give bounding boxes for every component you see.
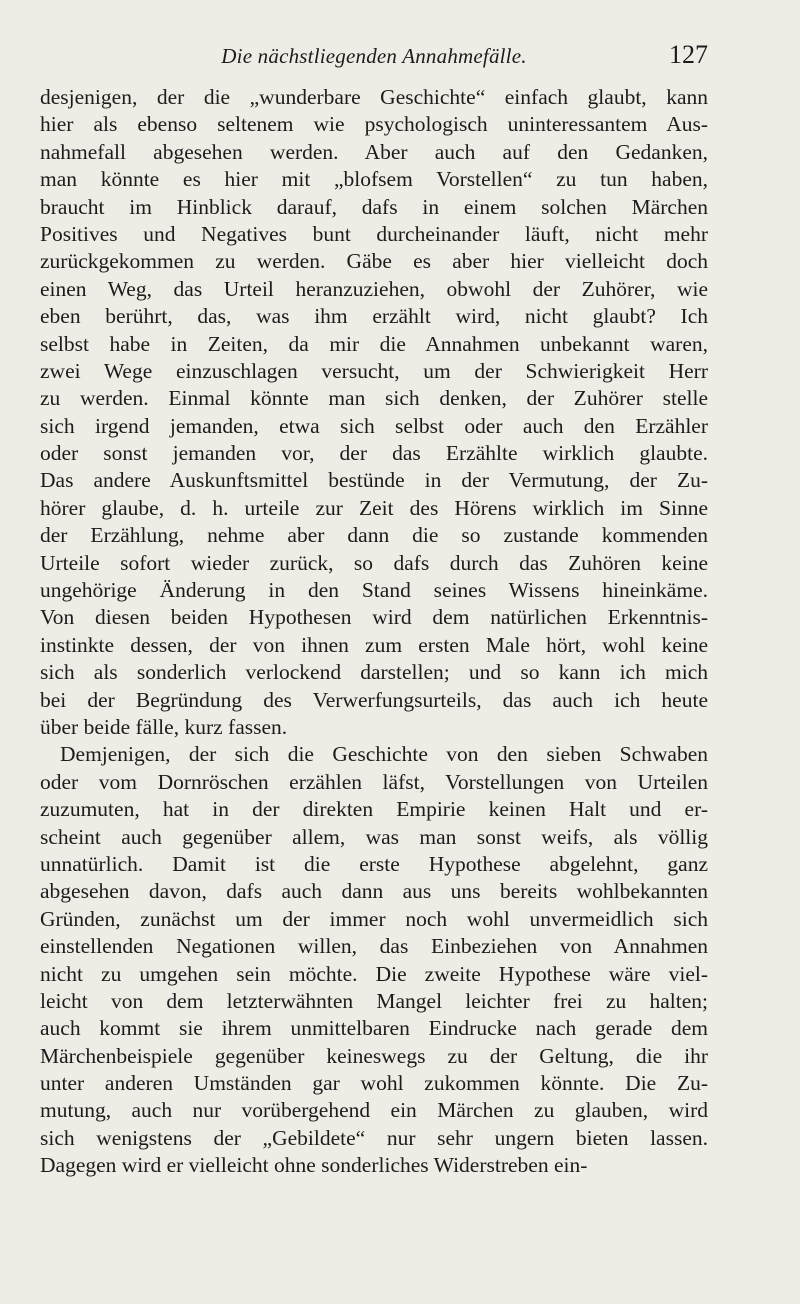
text-line: nahmefall abgesehen werden. Aber auch auf den Gedanken, <box>40 139 708 164</box>
body-text <box>40 84 708 1180</box>
text-line: desjenigen, der die „wunderbare Geschichte“ einfach glaubt, kann <box>40 85 708 109</box>
text-line: hörer glaube, d. h. urteile zur Zeit des Hörens wirklich im Sinne <box>40 495 708 520</box>
text-line: scheint auch gegenüber allem, was man sonst weifs, als völlig <box>40 824 708 849</box>
text-line: zurückgekommen zu werden. Gäbe es aber hier vielleicht doch <box>40 249 708 274</box>
text-line: unnatürlich. Damit ist die erste Hypothese abgelehnt, ganz <box>40 851 708 876</box>
text-line: auch kommt sie ihrem unmittelbaren Eindrucke nach gerade dem <box>40 1016 708 1041</box>
text-line: Dagegen wird er vielleicht ohne sonderliches Widerstreben ein- <box>40 1153 588 1178</box>
text-line: instinkte dessen, der von ihnen zum ersten Male hört, wohl keine <box>40 632 708 657</box>
text-line: einen Weg, das Urteil heranzuziehen, obwohl der Zuhörer, wie <box>40 276 708 301</box>
text-line: mutung, auch nur vorübergehend ein Märchen zu glauben, wird <box>40 1098 708 1123</box>
paragraph <box>40 84 708 741</box>
running-title: Die nächstliegenden Annahmefälle. <box>221 44 527 68</box>
text-line: selbst habe in Zeiten, da mir die Annahmen unbekannt waren, <box>40 331 708 356</box>
text-line: hier als ebenso seltenem wie psychologisch uninteressantem Aus- <box>40 112 708 137</box>
text-line: Demjenigen, der sich die Geschichte von den sieben Schwaben <box>60 742 708 767</box>
text-line: Märchenbeispiele gegenüber keineswegs zu der Geltung, die ihr <box>40 1043 708 1068</box>
text-line: sich als sonderlich verlockend darstellen; und so kann ich mich <box>40 660 708 685</box>
paragraph <box>40 741 708 1179</box>
text-line: Positives und Negatives bunt durcheinander läuft, nicht mehr <box>40 221 708 246</box>
text-line: abgesehen davon, dafs auch dann aus uns bereits wohlbekannten <box>40 879 708 904</box>
text-line: Von diesen beiden Hypothesen wird dem natürlichen Erkenntnis- <box>40 605 708 630</box>
text-line: einstellenden Negationen willen, das Einbeziehen von Annahmen <box>40 934 708 959</box>
running-head <box>40 40 708 74</box>
text-line: man könnte es hier mit „blofsem Vorstellen“ zu tun haben, <box>40 167 708 192</box>
text-line: der Erzählung, nehme aber dann die so zustande kommenden <box>40 523 708 548</box>
text-line: Das andere Auskunftsmittel bestünde in der Vermutung, der Zu- <box>40 468 708 493</box>
text-line: zwei Wege einzuschlagen versucht, um der Schwierigkeit Herr <box>40 358 708 383</box>
text-line: sich wenigstens der „Gebildete“ nur sehr ungern bieten lassen. <box>40 1125 708 1150</box>
text-line: über beide fälle, kurz fassen. <box>40 714 288 739</box>
text-line: eben berührt, das, was ihm erzählt wird, nicht glaubt? Ich <box>40 304 708 329</box>
text-line: bei der Begründung des Verwerfungsurteils, das auch ich heute <box>40 687 708 712</box>
text-line: nicht zu umgehen sein möchte. Die zweite Hypothese wäre viel- <box>40 961 708 986</box>
text-line: zu werden. Einmal könnte man sich denken, der Zuhörer stelle <box>40 386 708 411</box>
text-line: zuzumuten, hat in der direkten Empirie keinen Halt und er- <box>40 797 708 822</box>
text-line: oder sonst jemanden vor, der das Erzählte wirklich glaubte. <box>40 441 708 466</box>
text-line: sich irgend jemanden, etwa sich selbst oder auch den Erzähler <box>40 413 708 438</box>
text-line: unter anderen Umständen gar wohl zukommen könnte. Die Zu- <box>40 1071 708 1096</box>
text-line: Gründen, zunächst um der immer noch wohl unvermeidlich sich <box>40 906 708 931</box>
text-line: braucht im Hinblick darauf, dafs in einem solchen Märchen <box>40 194 708 219</box>
text-line: ungehörige Änderung in den Stand seines Wissens hineinkäme. <box>40 578 708 603</box>
page-number: 127 <box>669 40 708 69</box>
text-line: Urteile sofort wieder zurück, so dafs durch das Zuhören keine <box>40 550 708 575</box>
text-line: leicht von dem letzterwähnten Mangel leichter frei zu halten; <box>40 988 708 1013</box>
text-line: oder vom Dornröschen erzählen läfst, Vorstellungen von Urteilen <box>40 769 708 794</box>
